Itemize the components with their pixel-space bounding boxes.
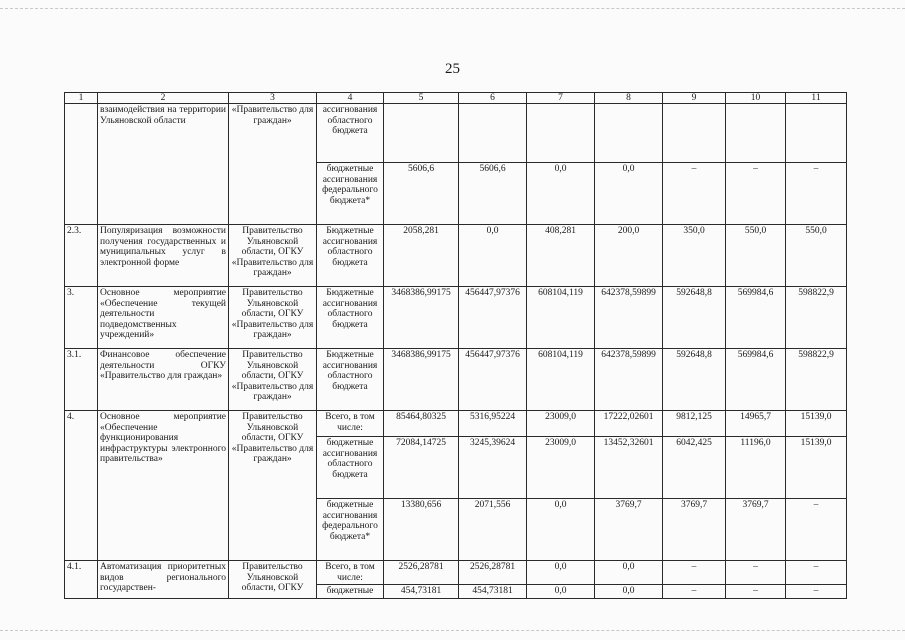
- col-header: 4: [317, 93, 384, 104]
- value-cell: 6042,425: [663, 437, 726, 499]
- col-header: 8: [595, 93, 663, 104]
- executor: Правительство Ульяновской области, ОГКУ «Правительство для граждан»: [229, 287, 317, 349]
- value-cell: 3468386,99175: [384, 287, 459, 349]
- value-cell: 550,0: [726, 225, 786, 287]
- value-cell: 0,0: [595, 163, 663, 225]
- funding-source: Бюджетные ассигнования областного бюджета: [317, 225, 384, 287]
- value-cell: –: [663, 163, 726, 225]
- value-cell: 456447,97376: [459, 349, 527, 411]
- activity-name: взаимодействия на территории Ульяновской области: [98, 104, 229, 225]
- value-cell: 2526,28781: [384, 561, 459, 585]
- value-cell: 454,73181: [384, 585, 459, 599]
- value-cell: 592648,8: [663, 349, 726, 411]
- funding-source: Всего, в том числе:: [317, 411, 384, 437]
- value-cell: 550,0: [786, 225, 847, 287]
- value-cell: 598822,9: [786, 287, 847, 349]
- value-cell: –: [726, 585, 786, 599]
- value-cell: 23009,0: [527, 411, 595, 437]
- value-cell: 456447,97376: [459, 287, 527, 349]
- value-cell: 13380,656: [384, 499, 459, 561]
- funding-source: бюджетные: [317, 585, 384, 599]
- row-number: 2.3.: [65, 225, 98, 287]
- value-cell: [786, 104, 847, 163]
- column-number-row: [65, 93, 847, 104]
- value-cell: 569984,6: [726, 349, 786, 411]
- funding-source: бюджетные ассигнования федерального бюджета*: [317, 499, 384, 561]
- value-cell: 408,281: [527, 225, 595, 287]
- value-cell: [384, 104, 459, 163]
- executor: Правительство Ульяновской области, ОГКУ: [229, 561, 317, 599]
- value-cell: 3769,7: [595, 499, 663, 561]
- value-cell: 72084,14725: [384, 437, 459, 499]
- value-cell: 350,0: [663, 225, 726, 287]
- value-cell: –: [663, 561, 726, 585]
- scan-bottom-edge: [0, 630, 905, 632]
- value-cell: 454,73181: [459, 585, 527, 599]
- table-row: [65, 561, 847, 585]
- value-cell: 3769,7: [726, 499, 786, 561]
- value-cell: 14965,7: [726, 411, 786, 437]
- row-number: [65, 104, 98, 225]
- value-cell: [459, 104, 527, 163]
- value-cell: 17222,02601: [595, 411, 663, 437]
- value-cell: 5606,6: [384, 163, 459, 225]
- value-cell: 0,0: [595, 585, 663, 599]
- executor: Правительство Ульяновской области, ОГКУ «Правительство для граждан»: [229, 349, 317, 411]
- value-cell: 0,0: [527, 499, 595, 561]
- activity-name: Основное мероприятие «Обеспечение функционирования инфраструктуры электронного правительства»: [98, 411, 229, 561]
- value-cell: 13452,32601: [595, 437, 663, 499]
- row-number: 3.1.: [65, 349, 98, 411]
- value-cell: 0,0: [595, 561, 663, 585]
- funding-source: Бюджетные ассигнования областного бюджета: [317, 287, 384, 349]
- col-header: 7: [527, 93, 595, 104]
- value-cell: 11196,0: [726, 437, 786, 499]
- table-row: [65, 411, 847, 437]
- executor: Правительство Ульяновской области, ОГКУ «Правительство для граждан»: [229, 411, 317, 561]
- budget-table: [64, 92, 847, 599]
- table-row: [65, 349, 847, 411]
- value-cell: –: [663, 585, 726, 599]
- value-cell: –: [786, 561, 847, 585]
- value-cell: 0,0: [527, 585, 595, 599]
- col-header: 2: [98, 93, 229, 104]
- funding-source: бюджетные ассигнования областного бюджета: [317, 437, 384, 499]
- value-cell: 642378,59899: [595, 349, 663, 411]
- value-cell: 23009,0: [527, 437, 595, 499]
- value-cell: [663, 104, 726, 163]
- value-cell: 15139,0: [786, 411, 847, 437]
- value-cell: 2058,281: [384, 225, 459, 287]
- table-row: [65, 225, 847, 287]
- col-header: 11: [786, 93, 847, 104]
- value-cell: 5316,95224: [459, 411, 527, 437]
- value-cell: 608104,119: [527, 349, 595, 411]
- value-cell: 598822,9: [786, 349, 847, 411]
- col-header: 10: [726, 93, 786, 104]
- col-header: 5: [384, 93, 459, 104]
- value-cell: 85464,80325: [384, 411, 459, 437]
- funding-source: бюджетные ассигнования федерального бюджета*: [317, 163, 384, 225]
- value-cell: –: [726, 561, 786, 585]
- value-cell: 5606,6: [459, 163, 527, 225]
- funding-source: ассигнования областного бюджета: [317, 104, 384, 163]
- value-cell: –: [786, 585, 847, 599]
- col-header: 9: [663, 93, 726, 104]
- value-cell: 2526,28781: [459, 561, 527, 585]
- value-cell: –: [786, 163, 847, 225]
- value-cell: 9812,125: [663, 411, 726, 437]
- row-number: 4.: [65, 411, 98, 561]
- value-cell: 592648,8: [663, 287, 726, 349]
- value-cell: 3245,39624: [459, 437, 527, 499]
- value-cell: 2071,556: [459, 499, 527, 561]
- row-number: 4.1.: [65, 561, 98, 599]
- table-row: [65, 287, 847, 349]
- activity-name: Популяризация возможности получения государственных и муниципальных услуг в электронной форме: [98, 225, 229, 287]
- value-cell: 200,0: [595, 225, 663, 287]
- value-cell: 0,0: [527, 163, 595, 225]
- funding-source: Всего, в том числе:: [317, 561, 384, 585]
- value-cell: 608104,119: [527, 287, 595, 349]
- executor: «Правительство для граждан»: [229, 104, 317, 225]
- value-cell: [595, 104, 663, 163]
- activity-name: Основное мероприятие «Обеспечение текущей деятельности подведомственных учреждений»: [98, 287, 229, 349]
- value-cell: [726, 104, 786, 163]
- activity-name: Автоматизация приоритетных видов регионального государствен-: [98, 561, 229, 599]
- funding-source: Бюджетные ассигнования областного бюджета: [317, 349, 384, 411]
- col-header: 1: [65, 93, 98, 104]
- value-cell: –: [726, 163, 786, 225]
- scan-top-edge: [0, 8, 905, 10]
- value-cell: 3769,7: [663, 499, 726, 561]
- value-cell: 569984,6: [726, 287, 786, 349]
- col-header: 6: [459, 93, 527, 104]
- row-number: 3.: [65, 287, 98, 349]
- table-row: [65, 104, 847, 163]
- value-cell: 642378,59899: [595, 287, 663, 349]
- value-cell: 0,0: [527, 561, 595, 585]
- executor: Правительство Ульяновской области, ОГКУ «Правительство для граждан»: [229, 225, 317, 287]
- value-cell: 0,0: [459, 225, 527, 287]
- value-cell: –: [786, 499, 847, 561]
- page-number: 25: [445, 61, 460, 77]
- value-cell: 15139,0: [786, 437, 847, 499]
- value-cell: [527, 104, 595, 163]
- col-header: 3: [229, 93, 317, 104]
- activity-name: Финансовое обеспечение деятельности ОГКУ «Правительство для граждан»: [98, 349, 229, 411]
- value-cell: 3468386,99175: [384, 349, 459, 411]
